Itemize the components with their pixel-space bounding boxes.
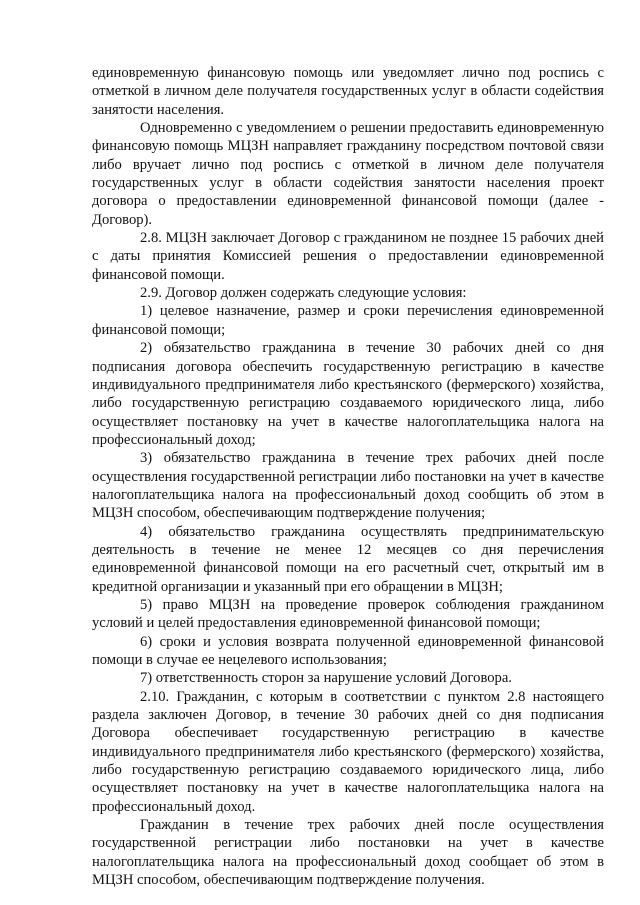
condition-6: 6) сроки и условия возврата полученной единовременной финансовой помощи в случае ее нецелевого использования; [92, 633, 604, 668]
paragraph-2-10: 2.10. Гражданин, с которым в соответствии с пунктом 2.8 настоящего раздела заключен Договор, в течение 30 рабочих дней со дня подписания Договора обеспечивает государственную регистрацию в качестве индивидуального предпринимателя либо крестьянского (фермерского) хозяйства, либо государственную регистрацию создаваемого юридического лица, либо осуществляет постановку на учет в качестве налогоплательщика налога на профессиональный доход. [92, 688, 604, 815]
condition-5: 5) право МЦЗН на проведение проверок соблюдения гражданином условий и целей предоставления единовременной финансовой помощи; [92, 596, 604, 632]
condition-2: 2) обязательство гражданина в течение 30 рабочих дней со дня подписания договора обеспечить государственную регистрацию в качестве индивидуального предпринимателя либо крестьянского (фермерского) хозяйства, либо государственную регистрацию создаваемого юридического лица, либо осуществляет постановку на учет в качестве налогоплательщика налога на профессиональный доход; [92, 340, 604, 448]
paragraph-2-10-notice: Гражданин в течение трех рабочих дней после осуществления государственной регистрации либо постановки на учет в качестве налогоплательщика налога на профессиональный доход сообщает об этом в МЦЗН способом, обеспечивающим подтверждение получения. [92, 817, 604, 889]
document-body [92, 64, 604, 889]
condition-7: 7) ответственность сторон за нарушение условий Договора. [140, 670, 512, 687]
paragraph-2-8: 2.8. МЦЗН заключает Договор с гражданином не позднее 15 рабочих дней с даты принятия Комиссией решения о предоставлении единовременной финансовой помощи. [92, 230, 604, 283]
condition-3: 3) обязательство гражданина в течение трех рабочих дней после осуществления государственной регистрации либо постановки на учет в качестве налогоплательщика налога на профессиональный доход сообщить об этом в МЦЗН способом, обеспечивающим подтверждение получения; [92, 450, 604, 522]
condition-4: 4) обязательство гражданина осуществлять предпринимательскую деятельность в течение не менее 12 месяцев со дня перечисления единовременной финансовой помощи на его расчетный счет, открытый им в кредитной организации и указанный при его обращении в МЦЗН; [92, 523, 604, 595]
condition-1: 1) целевое назначение, размер и сроки перечисления единовременной финансовой помощи; [92, 303, 604, 338]
paragraph-2-9: 2.9. Договор должен содержать следующие условия: [140, 285, 467, 302]
paragraph-continuation: единовременную финансовую помощь или уведомляет лично под роспись с отметкой в личном деле получателя государственных услуг в области содействия занятости населения. [92, 65, 604, 118]
paragraph-notification: Одновременно с уведомлением о решении предоставить единовременную финансовую помощь МЦЗН направляет гражданину посредством почтовой связи либо вручает лично под роспись с отметкой в личном деле получателя государственных услуг в области содействия занятости населения проект договора о предоставлении единовременной финансовой помощи (далее - Договор). [92, 120, 604, 228]
